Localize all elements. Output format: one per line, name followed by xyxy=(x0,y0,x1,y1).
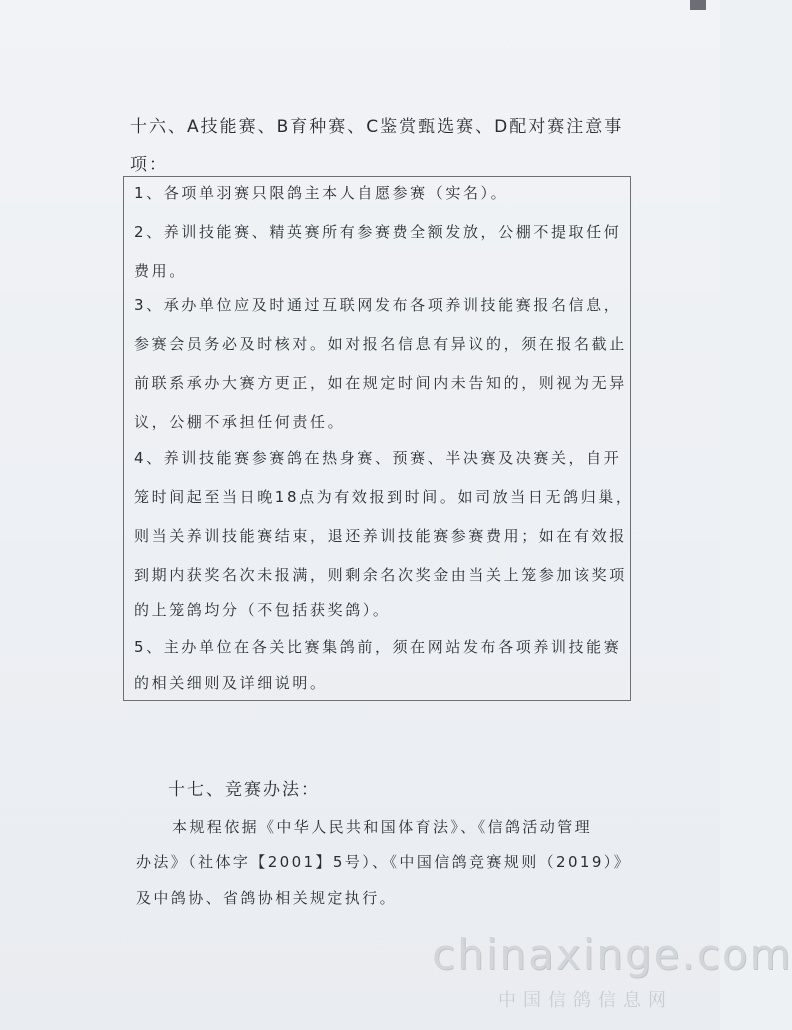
section-16-heading-line1: 十六、A技能赛、B育种赛、C鉴赏甄选赛、D配对赛注意事 xyxy=(130,117,624,137)
section-17-heading: 十七、竞赛办法： xyxy=(168,780,320,800)
notice-line: 2、养训技能赛、精英赛所有参赛费全额发放，公棚不提取任何 xyxy=(134,223,622,241)
section-16-heading-line2: 项： xyxy=(130,155,168,175)
notice-box xyxy=(123,176,634,701)
notice-line: 则当关养训技能赛结束，退还养训技能赛参赛费用；如在有效报 xyxy=(134,527,627,545)
notice-line: 3、承办单位应及时通过互联网发布各项养训技能赛报名信息， xyxy=(134,296,622,314)
section-17-line: 及中鸽协、省鸽协相关规定执行。 xyxy=(136,889,398,907)
notice-line: 的相关细则及详细说明。 xyxy=(134,674,328,692)
section-17-line: 本规程依据《中华人民共和国体育法》、《信鸽活动管理 xyxy=(172,818,593,836)
notice-line: 到期内获奖名次未报满，则剩余名次奖金由当关上笼参加该奖项 xyxy=(134,566,627,584)
notice-line: 5、主办单位在各关比赛集鸽前，须在网站发布各项养训技能赛 xyxy=(134,638,622,656)
notice-line: 前联系承办大赛方更正，如在规定时间内未告知的，则视为无异 xyxy=(134,374,627,392)
watermark-site-name: 中国信鸽信息网 xyxy=(498,990,673,1011)
notice-line: 1、各项单羽赛只限鸽主本人自愿参赛（实名）。 xyxy=(134,184,509,202)
section-17-line: 办法》（社体字【2001】5号）、《中国信鸽竞赛规则（2019）》 xyxy=(136,853,632,871)
notice-line: 的上笼鸽均分（不包括获奖鸽）。 xyxy=(134,601,391,619)
section-16-heading xyxy=(130,108,640,184)
notice-line: 参赛会员务必及时核对。如对报名信息有异议的，须在报名截止 xyxy=(134,335,627,353)
scan-edge-mark xyxy=(690,0,706,10)
watermark-site-url: chinaxinge.com xyxy=(432,930,792,979)
notice-line: 议，公棚不承担任何责任。 xyxy=(134,413,346,431)
notice-line: 笼时间起至当日晚18点为有效报到时间。如司放当日无鸽归巢， xyxy=(134,488,634,506)
notice-line: 费用。 xyxy=(134,262,187,280)
notice-line: 4、养训技能赛参赛鸽在热身赛、预赛、半决赛及决赛关，自开 xyxy=(134,449,622,467)
